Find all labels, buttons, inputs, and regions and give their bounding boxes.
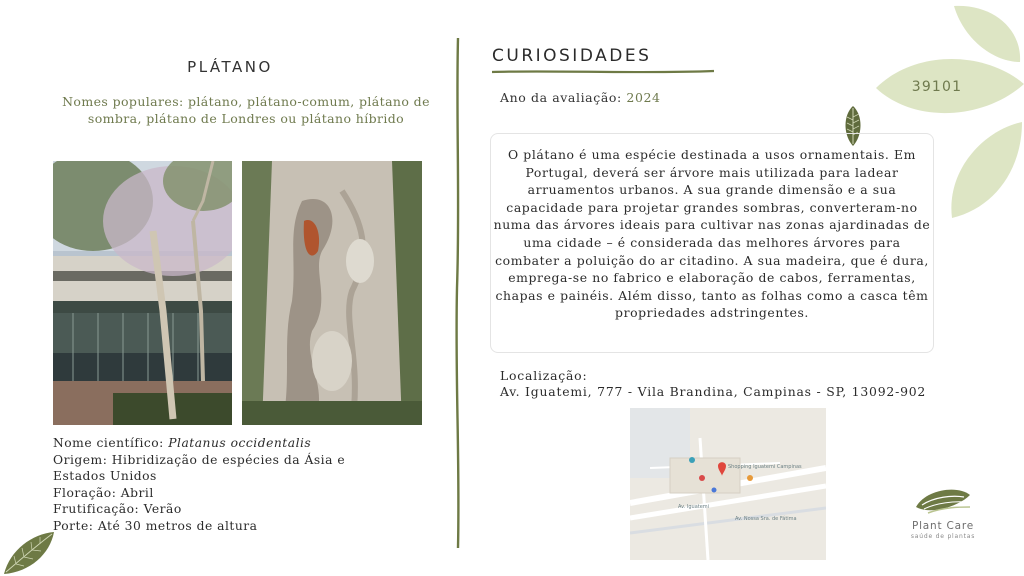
flowering-row [53, 485, 383, 502]
scientific-name-value: Platanus occidentalis [168, 436, 312, 450]
map-label-av-iguatemi: Av. Iguatemi [678, 504, 710, 510]
size-label: Porte: [53, 518, 94, 533]
location-map[interactable] [630, 408, 826, 560]
fruiting-label: Frutificação: [53, 502, 140, 516]
leaf-icon [2, 530, 56, 576]
origin-row [53, 452, 383, 485]
year-label: Ano da avaliação: [500, 90, 622, 105]
origin-value: Hibridização de espécies da Ásia e Estados Unidos [53, 452, 346, 483]
size-row [53, 518, 383, 535]
map-poi-icon [689, 457, 695, 463]
vertical-divider [452, 38, 464, 548]
brand-name: Plant Care [911, 520, 975, 532]
plant-facts [53, 435, 383, 534]
brand-tagline: saúde de plantas [910, 533, 976, 540]
badge-number: 39101 [911, 79, 963, 95]
plant-name: PLÁTANO [187, 58, 273, 76]
title-underline [492, 68, 714, 76]
tree-photo [53, 161, 232, 425]
scientific-name-row [53, 435, 383, 452]
map-label-shopping: Shopping Iguatemi Campinas [728, 464, 802, 470]
curiosities-text: O plátano é uma espécie destinada a usos ornamentais. Em Portugal, deverá ser árvore mais utilizada para ladear arruamentos urbanos. A sua grande dimensão e a sua capacidade para projetar grandes sombras, converteram-no numa das árvores ideais para cultivar nas zonas ajardinadas de uma cidade – é considerada das melhores árvores para combater a poluição do ar citadino. A sua madeira, que é dura, emprega-se no fabrico e elaboração de cabos, ferramentas, chapas e painéis. Além disso, tanto as folhas como a casca têm propriedades adstringentes. [493, 147, 931, 321]
curiosities-title: CURIOSIDADES [492, 46, 652, 66]
map-label-av-fatima: Av. Nossa Sra. de Fátima [735, 516, 797, 522]
evaluation-year [500, 90, 661, 105]
location-address: Av. Iguatemi, 777 - Vila Brandina, Campinas - SP, 13092-902 [500, 384, 927, 399]
scientific-name-label: Nome científico: [53, 436, 164, 450]
year-value: 2024 [626, 90, 661, 105]
origin-label: Origem: [53, 452, 108, 467]
flowering-value: Abril [120, 485, 154, 500]
location-label: Localização: [500, 368, 588, 383]
size-value: Até 30 metros de altura [97, 518, 258, 533]
popular-names: Nomes populares: plátano, plátano-comum, plátano de sombra, plátano de Londres ou plátano híbrido [62, 94, 430, 126]
bark-photo [242, 161, 422, 425]
fruiting-row [53, 501, 383, 518]
fruiting-value: Verão [143, 502, 182, 516]
flowering-label: Floração: [53, 485, 117, 500]
